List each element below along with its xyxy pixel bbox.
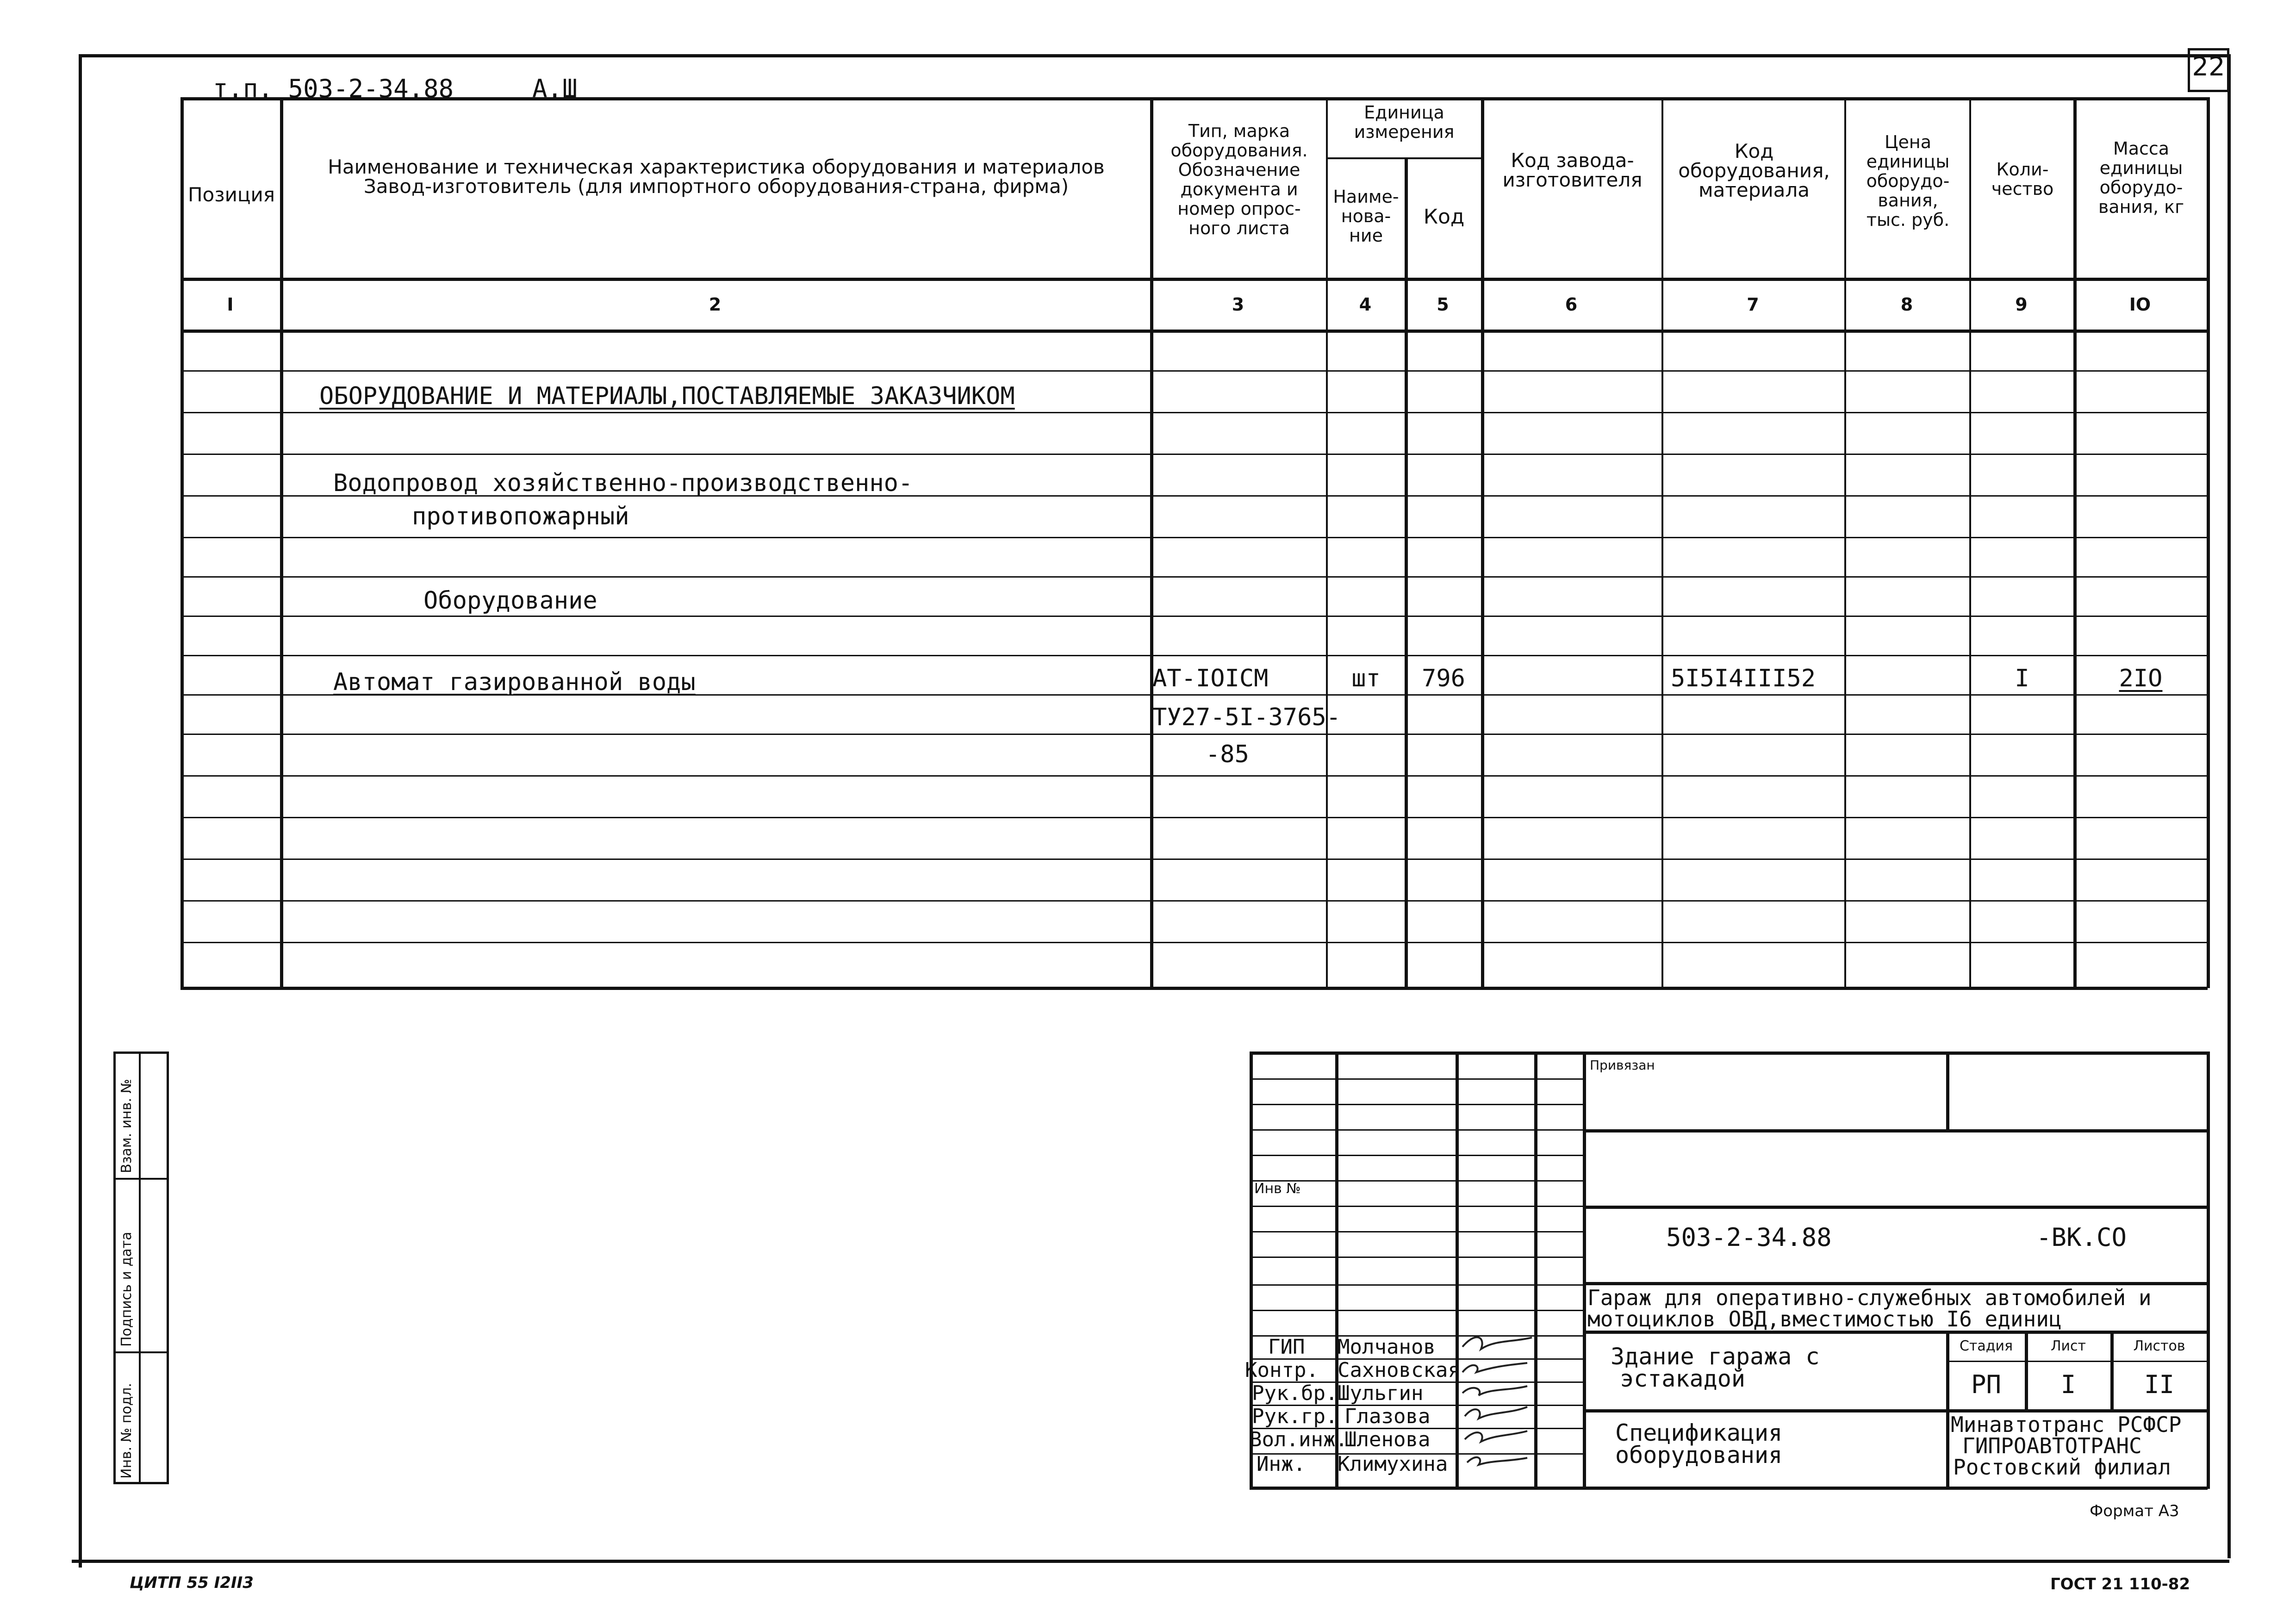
col-number-2: 2 xyxy=(709,294,722,315)
col-number-3: 3 xyxy=(1232,294,1244,315)
section-title: ОБОРУДОВАНИЕ И МАТЕРИАЛЫ,ПОСТАВЛЯЕМЫЕ ЗАКАЗЧИКОМ xyxy=(319,382,1015,410)
col-number-7: 7 xyxy=(1747,294,1759,315)
staff-name-1: Молчанов xyxy=(1338,1335,1436,1359)
signatures xyxy=(1458,1328,1537,1486)
header-material-l3: материала xyxy=(1698,179,1810,201)
staff-name-5: Шленова xyxy=(1344,1428,1431,1451)
col-number-4: 4 xyxy=(1359,294,1372,315)
header-material-code xyxy=(1664,142,1844,200)
building-line-1: Здание гаража с xyxy=(1611,1343,1820,1370)
header-price xyxy=(1847,132,1969,230)
inv-no-label: Инв № xyxy=(1254,1181,1301,1197)
col-number-5: 5 xyxy=(1437,294,1449,315)
header-name-line2: Завод-изготовитель (для импортного оборудования-страна, фирма) xyxy=(363,175,1069,198)
item-name: Автомат газированной воды xyxy=(333,668,696,696)
col-number-1: I xyxy=(227,294,234,315)
header-type-l5: номер опрос- xyxy=(1177,199,1301,219)
header-material-l1: Код xyxy=(1734,140,1774,162)
header-unit-name-l2: нова- xyxy=(1341,206,1391,226)
header-type-l1: Тип, марка xyxy=(1188,121,1290,141)
item-quantity: I xyxy=(2015,665,2029,692)
project-line-1: Гараж для оперативно-служебных автомобилей и xyxy=(1587,1285,2152,1310)
header-position: Позиция xyxy=(187,183,275,206)
header-type xyxy=(1152,121,1326,238)
side-label-inv: Инв. № подл. xyxy=(118,1383,135,1479)
drawing-line-1: Спецификация xyxy=(1615,1419,1783,1446)
header-material-l2: оборудования, xyxy=(1678,159,1830,182)
col-number-9: 9 xyxy=(2015,294,2028,315)
header-unit-l1: Единица xyxy=(1364,102,1444,123)
staff-role-1: ГИП xyxy=(1268,1335,1305,1359)
system-line-1: Водопровод хозяйственно-производственно- xyxy=(333,469,913,497)
header-type-l6: ного листа xyxy=(1188,218,1290,238)
header-factory-l2: изготовителя xyxy=(1502,168,1643,191)
header-price-l2: единицы xyxy=(1866,151,1950,172)
header-mass xyxy=(2076,139,2207,217)
header-unit-code: Код xyxy=(1423,205,1465,229)
header-unit-name xyxy=(1327,187,1405,245)
header-quantity-l2: чество xyxy=(1991,179,2054,199)
header-unit-name-l3: ние xyxy=(1349,225,1383,246)
header-quantity-l1: Коли- xyxy=(1996,159,2049,180)
system-line-2: противопожарный xyxy=(412,503,629,530)
project-line-2: мотоциклов ОВД,вместимостью I6 единиц xyxy=(1587,1307,2062,1332)
stage-value: РП xyxy=(1971,1370,2002,1399)
format-label: Формат А3 xyxy=(2090,1502,2179,1520)
org-line-3: Ростовский филиал xyxy=(1953,1455,2171,1480)
item-type-doc-1: ТУ27-5I-3765- xyxy=(1152,703,1341,731)
col-number-6: 6 xyxy=(1565,294,1578,315)
staff-role-6: Инж. xyxy=(1257,1452,1306,1476)
header-mass-l3: оборудо- xyxy=(2099,177,2183,198)
sheets-value: II xyxy=(2144,1370,2175,1399)
staff-name-2: Сахновская xyxy=(1338,1358,1460,1382)
item-mass: 2IO xyxy=(2119,665,2163,692)
header-type-l3: Обозначение xyxy=(1178,160,1300,180)
item-material-code: 5I5I4III52 xyxy=(1671,665,1816,692)
col-number-10: IO xyxy=(2129,294,2151,315)
header-name-line1: Наименование и техническая характеристика оборудования и материалов xyxy=(328,156,1105,178)
header-price-l4: вания, xyxy=(1878,190,1938,211)
header-factory-code xyxy=(1483,151,1661,190)
sheets-label: Листов xyxy=(2133,1338,2185,1354)
org-line-1: Минавтотранс РСФСР xyxy=(1951,1412,2182,1437)
header-unit-name-l1: Наиме- xyxy=(1333,187,1399,207)
footer-left: ЦИТП 55 I2II3 xyxy=(130,1574,254,1592)
doc-code: 503-2-34.88 xyxy=(1666,1223,1832,1252)
header-price-l5: тыс. руб. xyxy=(1866,210,1950,230)
stage-label: Стадия xyxy=(1959,1338,2013,1354)
privyazan-label: Привязан xyxy=(1590,1058,1655,1073)
staff-name-3: Шульгин xyxy=(1338,1381,1424,1405)
header-price-l3: оборудо- xyxy=(1866,171,1950,191)
drawing-line-2: оборудования xyxy=(1615,1442,1783,1468)
item-unit-code: 796 xyxy=(1422,665,1465,692)
staff-role-2: Контр. xyxy=(1245,1358,1319,1382)
footer-right: ГОСТ 21 110-82 xyxy=(2050,1575,2190,1593)
item-type: АТ-IOIСМ xyxy=(1152,665,1269,692)
staff-role-5: Вол.инж. xyxy=(1250,1428,1348,1451)
col-number-8: 8 xyxy=(1900,294,1913,315)
header-factory-l1: Код завода- xyxy=(1511,149,1634,172)
staff-role-4: Рук.гр. xyxy=(1252,1405,1338,1428)
header-unit-group xyxy=(1327,103,1481,142)
doc-suffix: -ВК.СО xyxy=(2036,1223,2127,1252)
staff-name-6: Климухина xyxy=(1338,1452,1448,1476)
side-label-podpis: Подпись и дата xyxy=(118,1232,135,1347)
header-type-l4: документа и xyxy=(1180,179,1298,199)
building-line-2: эстакадой xyxy=(1620,1365,1745,1392)
org-line-2: ГИПРОАВТОТРАНС xyxy=(1962,1433,2142,1458)
header-name xyxy=(282,157,1150,196)
header-type-l2: оборудования. xyxy=(1170,140,1308,161)
header-mass-l1: Масса xyxy=(2113,138,2170,159)
doc-ref: т.п. 503-2-34.88 xyxy=(213,74,454,103)
header-price-l1: Цена xyxy=(1884,132,1931,152)
staff-name-4: Глазова xyxy=(1344,1405,1431,1428)
header-mass-l4: вания, кг xyxy=(2098,197,2184,217)
header-unit-l2: измерения xyxy=(1354,122,1455,142)
album-ref: А.Ш xyxy=(532,74,578,103)
group-title: Оборудование xyxy=(423,587,597,615)
header-mass-l2: единицы xyxy=(2099,158,2183,178)
side-label-vzam: Взам. инв. № xyxy=(118,1079,135,1173)
sheet-label: Лист xyxy=(2050,1338,2086,1354)
item-type-doc-2: -85 xyxy=(1206,740,1249,768)
item-unit-name: шт xyxy=(1351,665,1381,692)
header-quantity xyxy=(1972,160,2073,199)
staff-role-3: Рук.бр. xyxy=(1252,1381,1338,1405)
sheet-value: I xyxy=(2060,1370,2076,1399)
sheet-number: 22 xyxy=(2192,52,2225,82)
